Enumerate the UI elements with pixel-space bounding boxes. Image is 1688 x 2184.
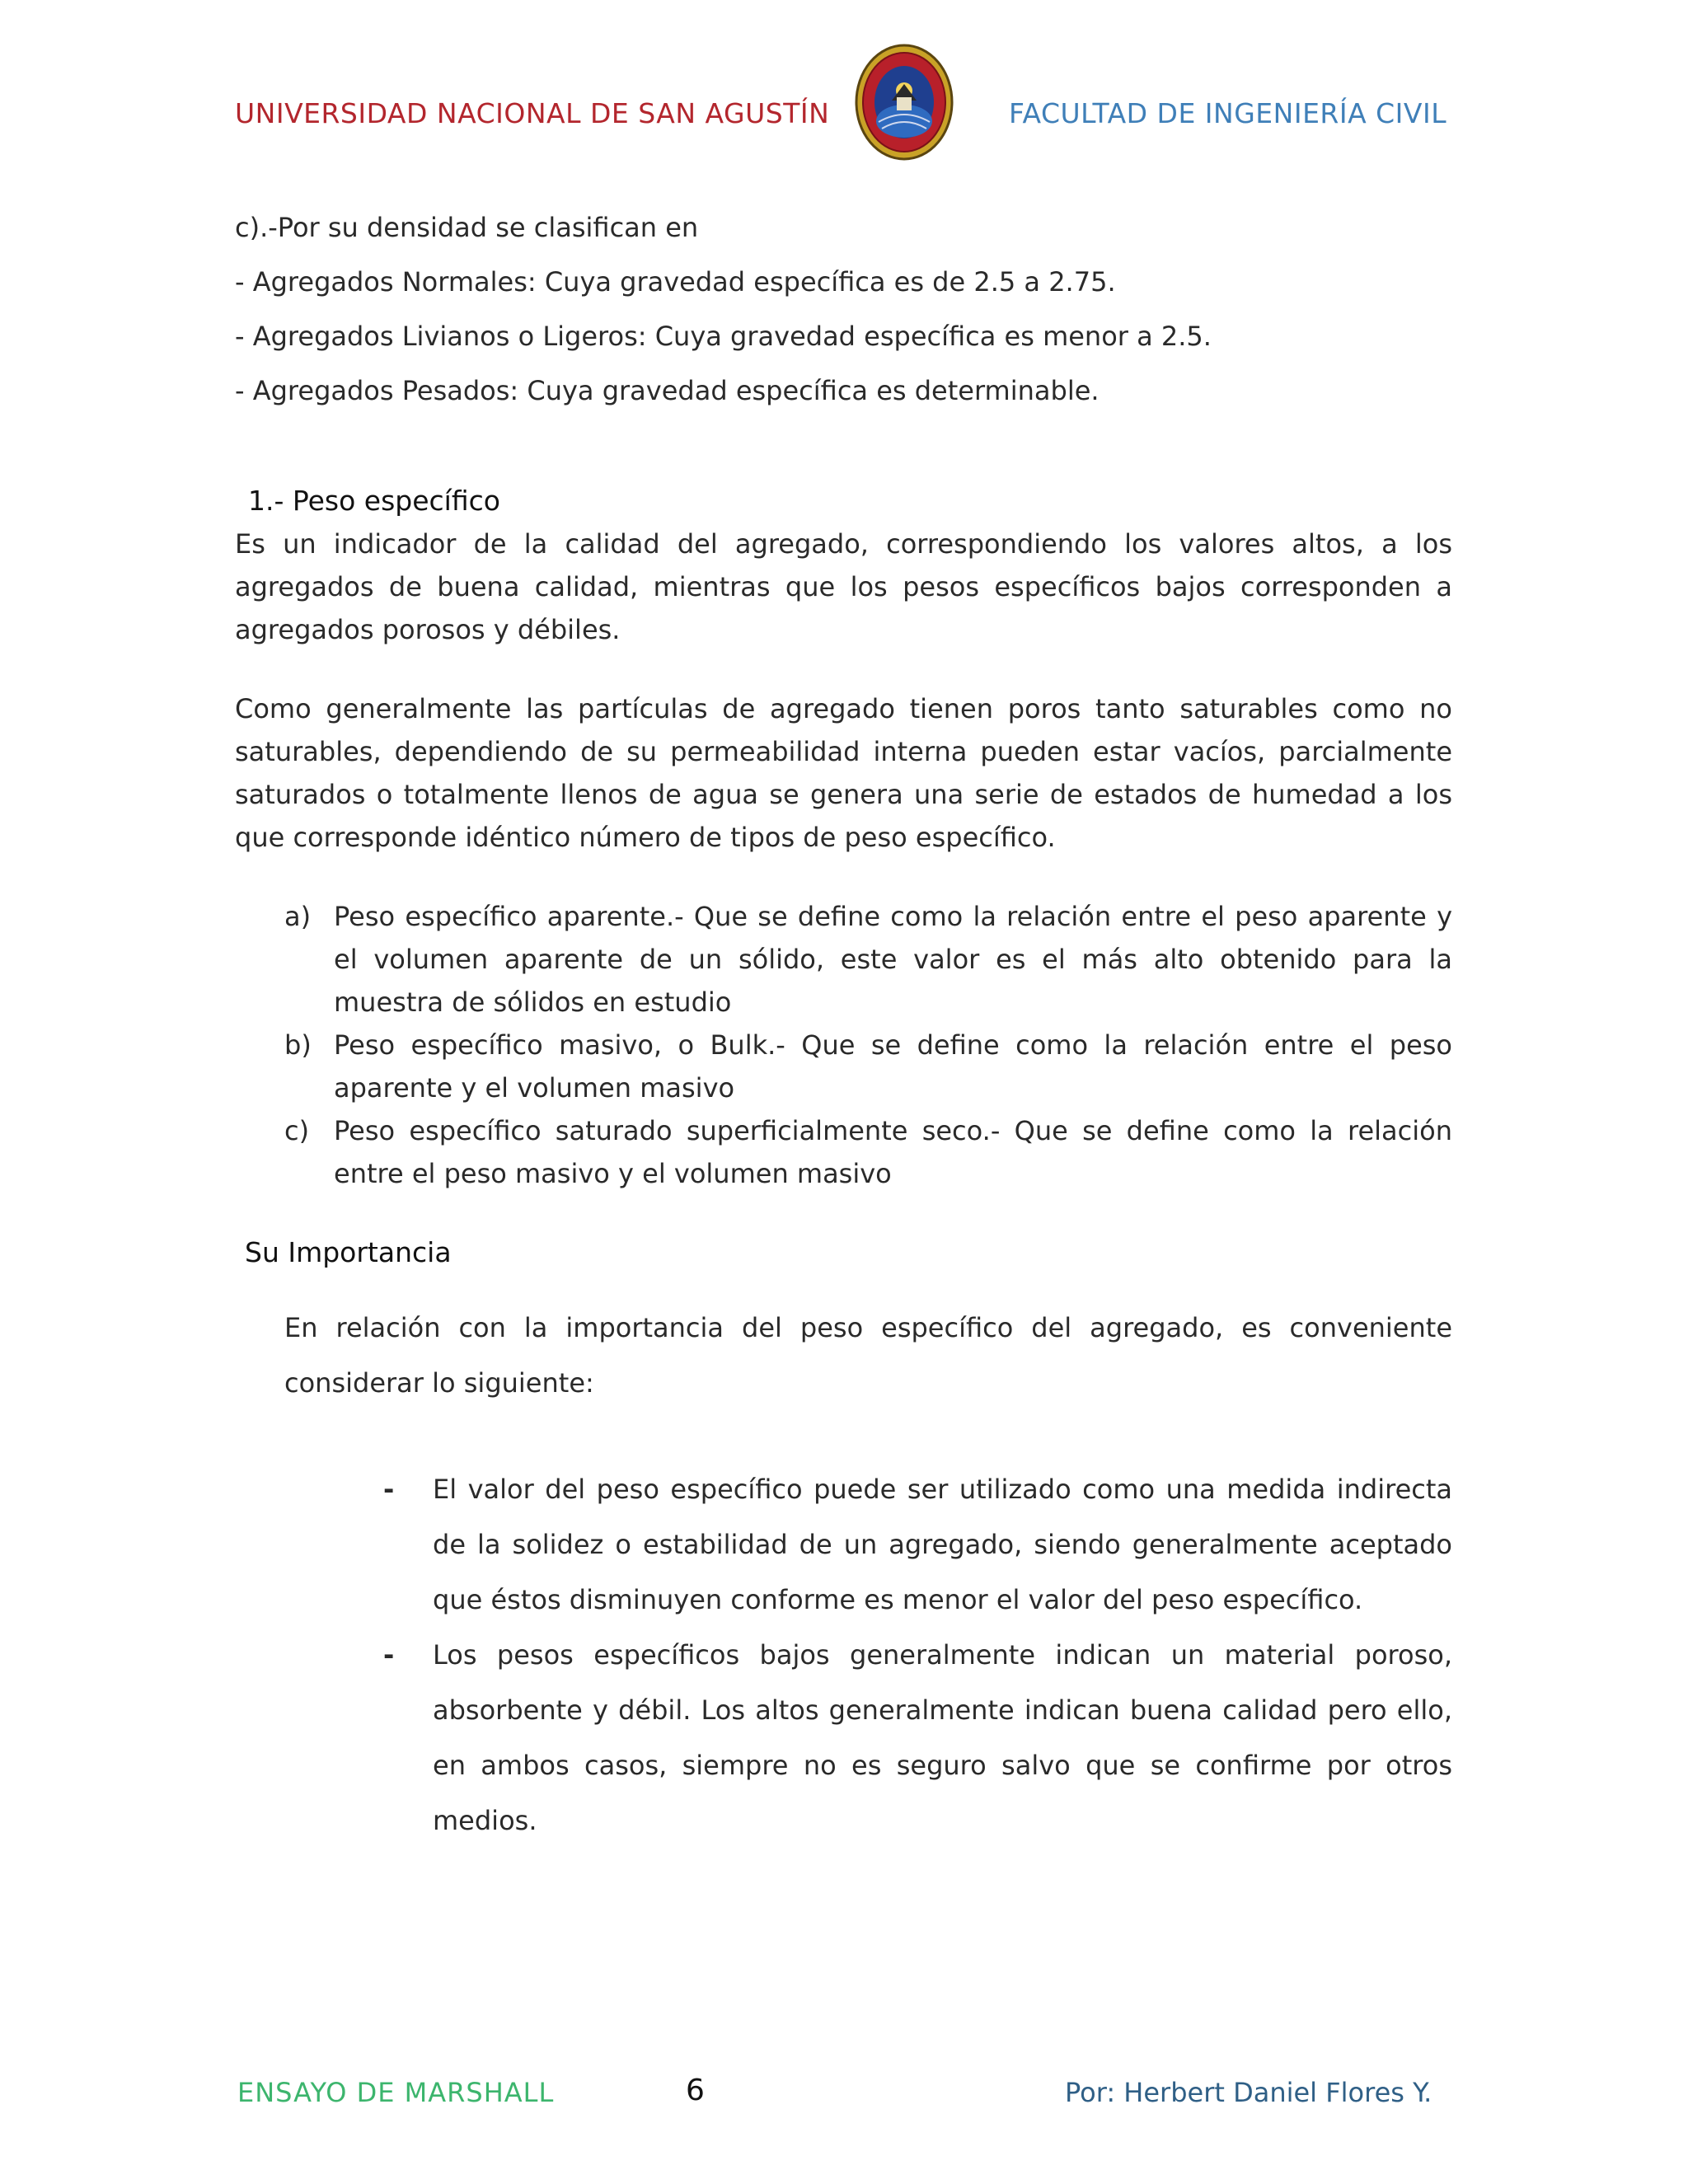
list-item-text: Peso específico saturado superficialmente seco.- Que se define como la relación entre el peso masivo y el volumen masivo — [334, 1115, 1452, 1189]
list-marker: c) — [284, 1115, 310, 1146]
list-item — [383, 1628, 1452, 1849]
list-marker: b) — [284, 1029, 312, 1061]
importance-intro: En relación con la importancia del peso específico del agregado, es conveniente considerar lo siguiente: — [284, 1312, 1452, 1399]
list-marker: a) — [284, 901, 312, 932]
list-marker: - — [383, 1474, 395, 1505]
footer-title: ENSAYO DE MARSHALL — [237, 2077, 555, 2108]
list-item-text: Los pesos específicos bajos generalmente indican un material poroso, absorbente y débil. Los altos generalmente indican buena calidad pero ello, en ambos casos, siempre no es seguro salvo que se confirme por otros medios. — [433, 1639, 1452, 1836]
list-item — [284, 1024, 1452, 1109]
specific-weight-types-list — [235, 895, 1452, 1195]
section-title-importancia: Su Importancia — [245, 1236, 452, 1268]
faculty-name: FACULTAD DE INGENIERÍA CIVIL — [1009, 97, 1447, 129]
list-item — [383, 1462, 1452, 1628]
list-marker: - — [383, 1639, 395, 1671]
university-seal-icon — [854, 43, 954, 162]
paragraph-humidity-states: Como generalmente las partículas de agregado tienen poros tanto saturables como no saturables, dependiendo de su permeabilidad interna pueden estar vacíos, parcialmente saturados o totalmente llenos de agua se genera una serie de estados de humedad a los que corresponde idéntico número de tipos de peso específico. — [235, 693, 1452, 853]
document-body — [235, 206, 1452, 1849]
density-item-light: - Agregados Livianos o Ligeros: Cuya gravedad específica es menor a 2.5. — [235, 321, 1212, 352]
density-item-heavy: - Agregados Pesados: Cuya gravedad específica es determinable. — [235, 375, 1100, 406]
paragraph-indicator: Es un indicador de la calidad del agregado, correspondiendo los valores altos, a los agregados de buena calidad, mientras que los pesos específicos bajos corresponden a agregados porosos y débiles. — [235, 528, 1452, 645]
list-item — [284, 1109, 1452, 1195]
section-title-peso-especifico: 1.- Peso específico — [248, 485, 500, 517]
list-item-text: El valor del peso específico puede ser utilizado como una medida indirecta de la solidez o estabilidad de un agregado, siendo generalmente aceptado que éstos disminuyen conforme es menor el valor del peso específico. — [433, 1474, 1452, 1615]
list-item-text: Peso específico masivo, o Bulk.- Que se define como la relación entre el peso aparente y el volumen masivo — [334, 1029, 1452, 1104]
density-intro: c).-Por su densidad se clasifican en — [235, 212, 699, 243]
importance-bullet-list — [235, 1462, 1452, 1849]
footer-author: Por: Herbert Daniel Flores Y. — [1065, 2077, 1432, 2108]
list-item — [284, 895, 1452, 1024]
university-name: UNIVERSIDAD NACIONAL DE SAN AGUSTÍN — [235, 97, 830, 129]
list-item-text: Peso específico aparente.- Que se define como la relación entre el peso aparente y el volumen aparente de un sólido, este valor es el más alto obtenido para la muestra de sólidos en estudio — [334, 901, 1452, 1018]
page-number: 6 — [686, 2074, 705, 2107]
density-item-normal: - Agregados Normales: Cuya gravedad específica es de 2.5 a 2.75. — [235, 266, 1116, 298]
